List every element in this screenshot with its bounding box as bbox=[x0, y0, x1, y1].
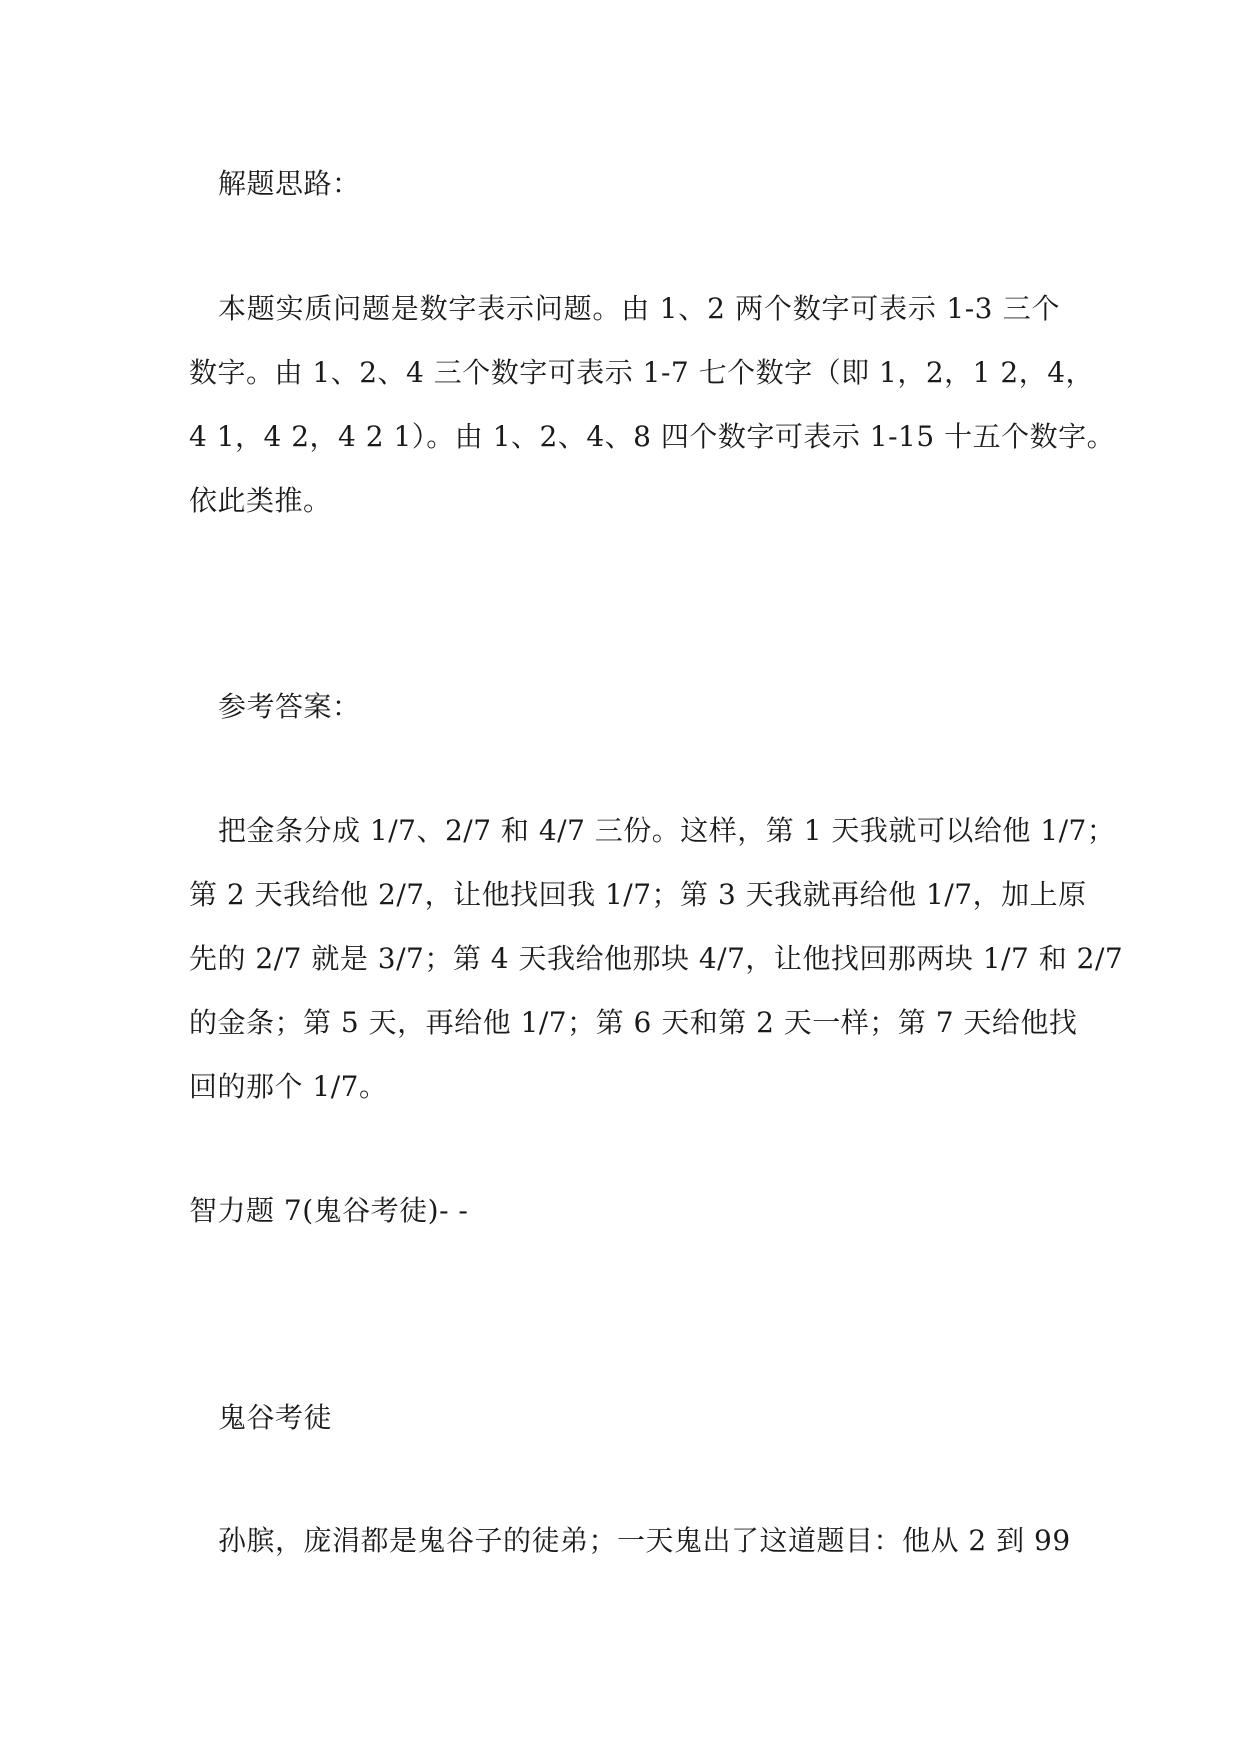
answer-line-5: 回的那个 1/7。 bbox=[189, 1070, 388, 1103]
answer-line-4: 的金条；第 5 天，再给他 1/7；第 6 天和第 2 天一样；第 7 天给他找 bbox=[189, 1006, 1078, 1039]
solution-line-4: 依此类推。 bbox=[189, 484, 332, 517]
heading-reference-answer: 参考答案： bbox=[218, 690, 361, 723]
solution-line-3: 4 1，4 2，4 2 1）。由 1、2、4、8 四个数字可表示 1-15 十五个数字。 bbox=[189, 420, 1116, 453]
solution-line-2: 数字。由 1、2、4 三个数字可表示 1-7 七个数字（即 1，2，1 2，4， bbox=[189, 356, 1095, 389]
puzzle-first-line: 孙膑，庞涓都是鬼谷子的徒弟；一天鬼出了这道题目：他从 2 到 99 bbox=[218, 1524, 1071, 1557]
puzzle-title: 智力题 7(鬼谷考徒)- - bbox=[189, 1194, 469, 1227]
answer-line-3: 先的 2/7 就是 3/7；第 4 天我给他那块 4/7，让他找回那两块 1/7 和 2/7 bbox=[189, 942, 1124, 975]
answer-line-2: 第 2 天我给他 2/7，让他找回我 1/7；第 3 天我就再给他 1/7，加上原 bbox=[189, 878, 1087, 911]
heading-solution-idea: 解题思路： bbox=[218, 167, 361, 200]
answer-line-1: 把金条分成 1/7、2/7 和 4/7 三份。这样，第 1 天我就可以给他 1/7； bbox=[218, 814, 1116, 847]
solution-line-1: 本题实质问题是数字表示问题。由 1、2 两个数字可表示 1-3 三个 bbox=[218, 292, 1060, 325]
puzzle-subtitle: 鬼谷考徒 bbox=[218, 1401, 333, 1434]
